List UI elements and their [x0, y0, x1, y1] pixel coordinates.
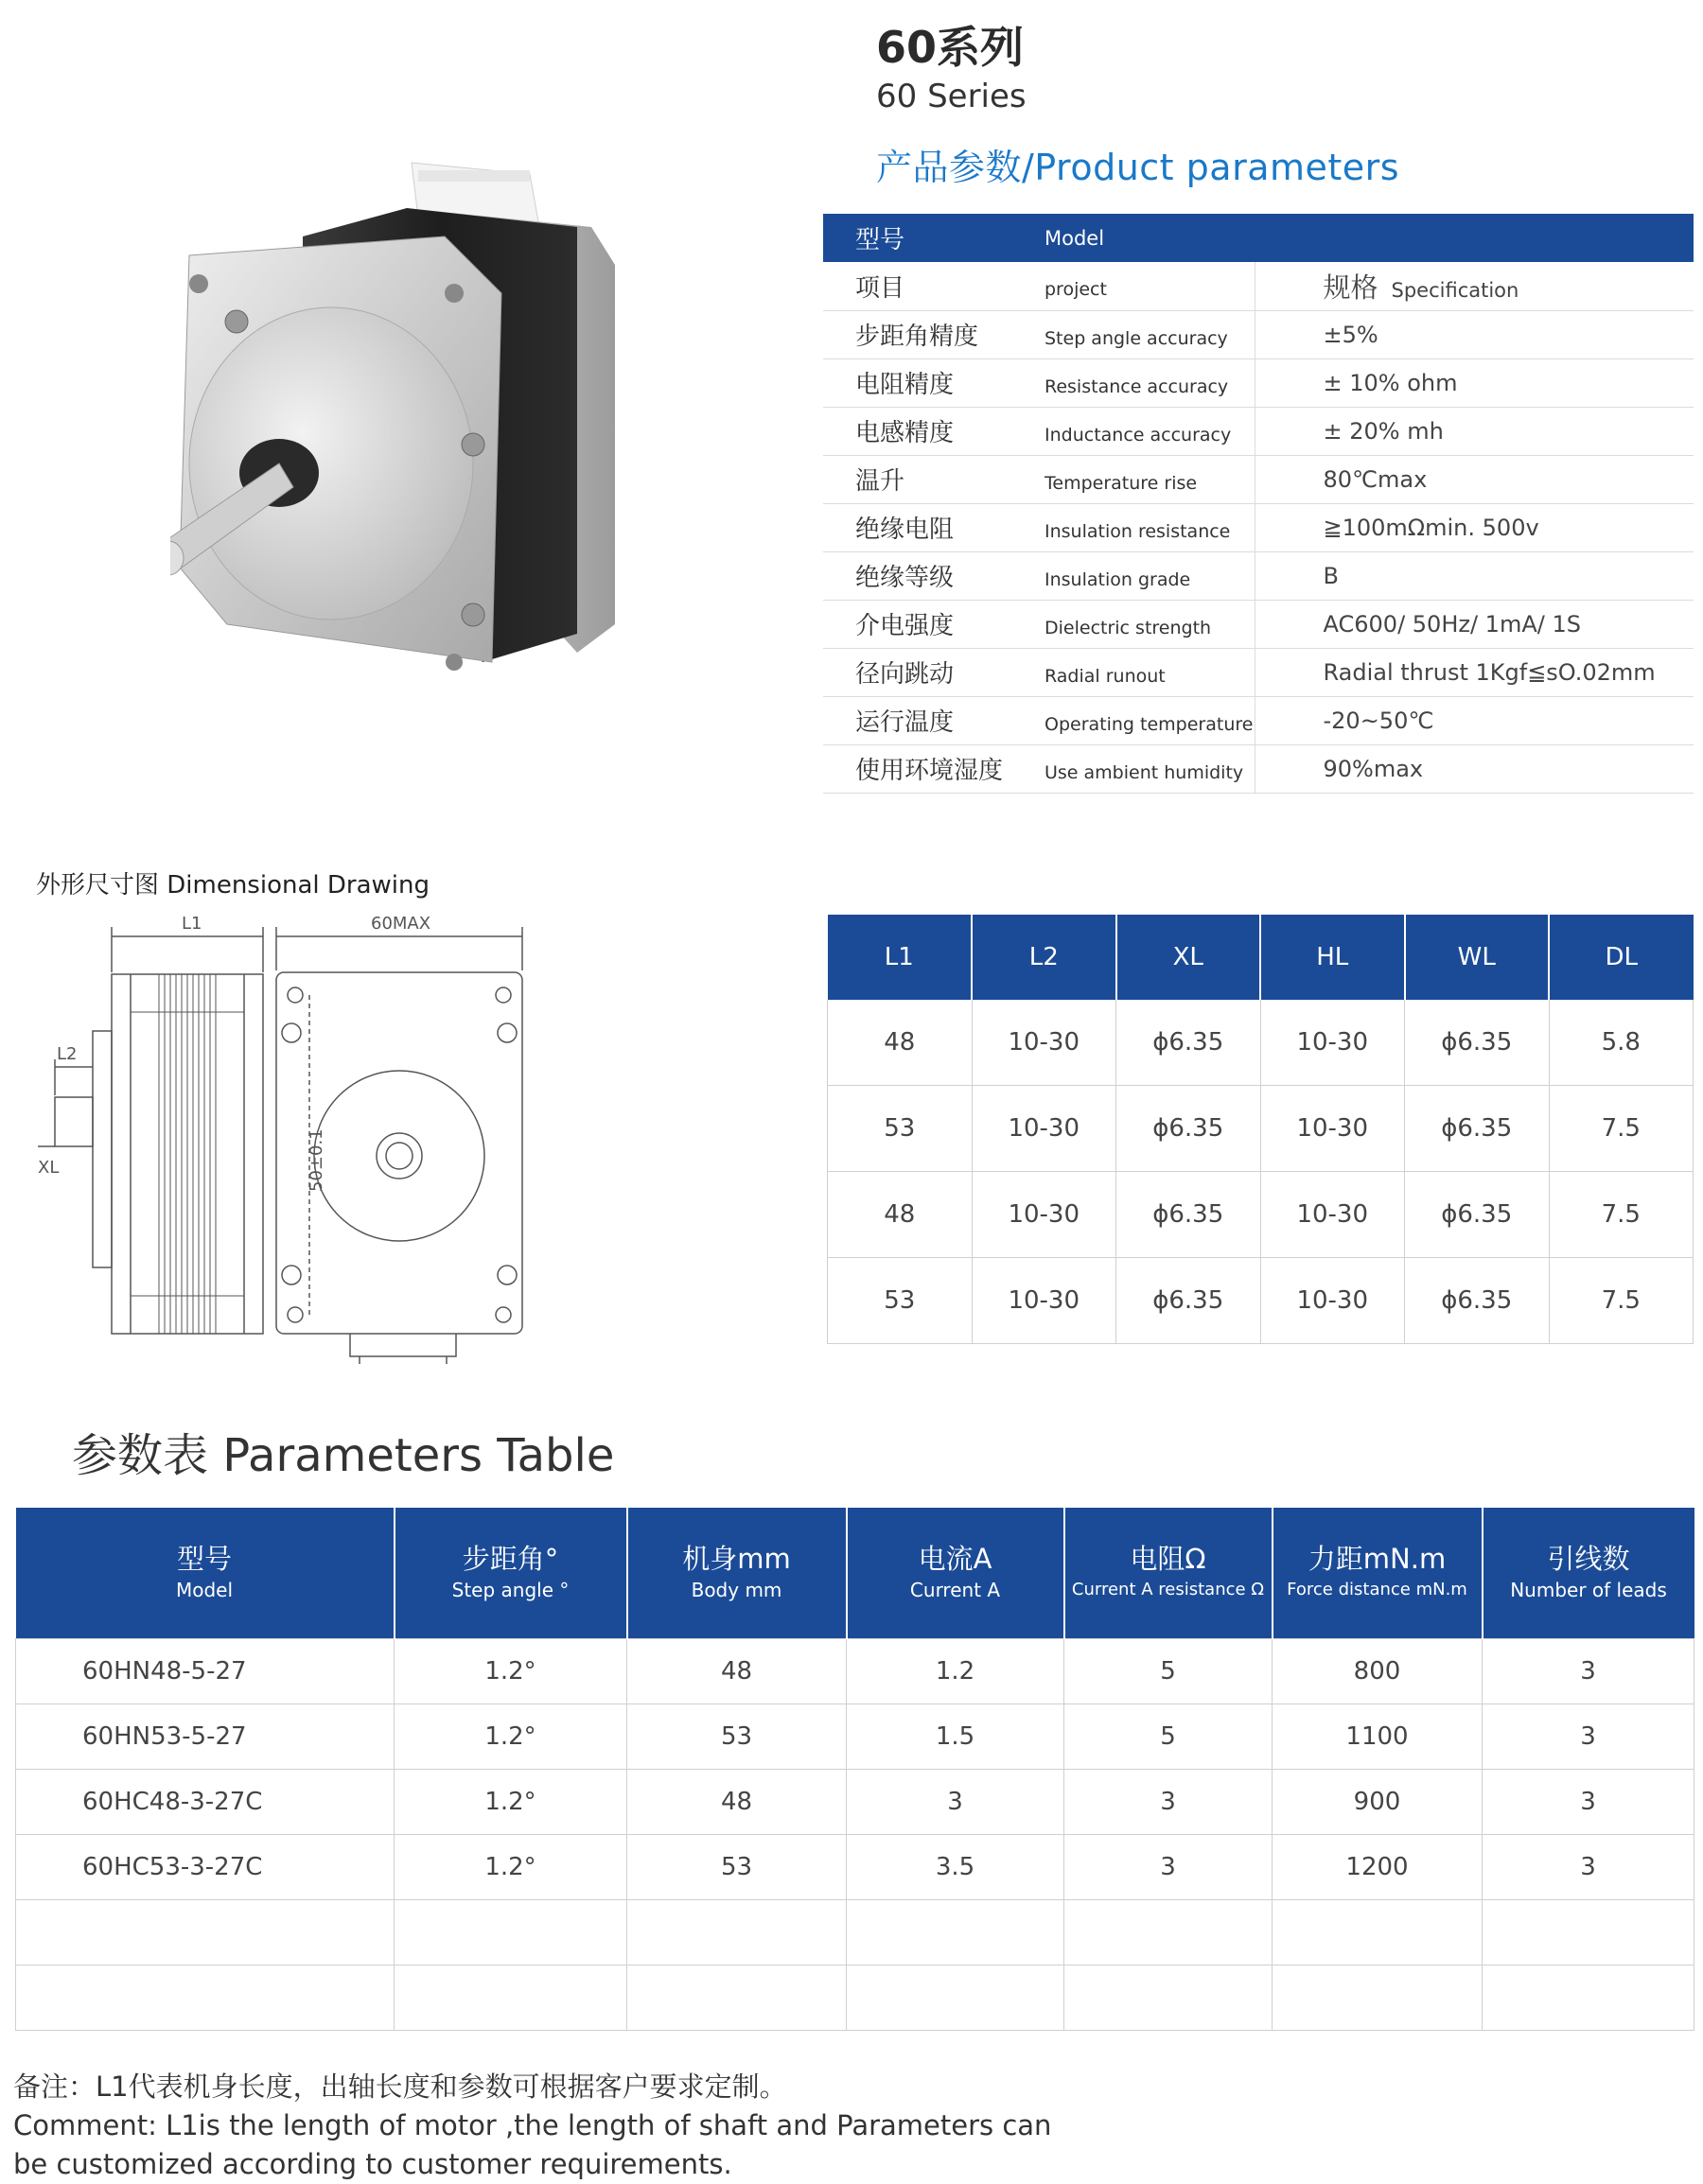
dims-cell: ɸ6.35 [1116, 1258, 1261, 1344]
spec-row-label-cn: 径向跳动 [823, 648, 1045, 696]
params-row [16, 1770, 1694, 1835]
params-col-resistance: 电阻Ω Current A resistance Ω [1064, 1508, 1273, 1639]
spec-column-row [823, 262, 1694, 310]
params-cell: 1.2° [395, 1704, 627, 1770]
params-cell: 3 [1483, 1835, 1694, 1900]
spec-row-value: ±5% [1255, 310, 1694, 358]
spec-row [823, 503, 1694, 551]
spec-row-label-en: Dielectric strength [1045, 600, 1255, 648]
dims-cell: ɸ6.35 [1405, 1172, 1550, 1258]
params-cell: 53 [627, 1835, 847, 1900]
drawing-label-xl: XL [38, 1158, 60, 1178]
params-cell: 1.2° [395, 1835, 627, 1900]
dims-cell: ɸ6.35 [1116, 1000, 1261, 1086]
spec-row-value: 90%max [1255, 744, 1694, 793]
params-cell: 1200 [1273, 1835, 1483, 1900]
spec-row-value: B [1255, 551, 1694, 600]
params-cell: 1.2° [395, 1639, 627, 1704]
spec-row-value: -20~50℃ [1255, 696, 1694, 744]
spec-header-cn: 型号 [823, 214, 1045, 262]
params-cell: 800 [1273, 1639, 1483, 1704]
params-cell: 3 [847, 1770, 1064, 1835]
parameters-table-title: 参数表 Parameters Table [72, 1429, 615, 1482]
dims-cell: 7.5 [1549, 1258, 1694, 1344]
params-col-model: 型号 Model [16, 1508, 395, 1639]
dims-cell: 10-30 [972, 1086, 1116, 1172]
params-col-current: 电流A Current A [847, 1508, 1064, 1639]
params-cell: 1.2° [395, 1770, 627, 1835]
spec-row-label-en: Resistance accuracy [1045, 358, 1255, 407]
params-cell: 1.5 [847, 1704, 1064, 1770]
dims-cell: ɸ6.35 [1405, 1000, 1550, 1086]
spec-row-label-en: Step angle accuracy [1045, 310, 1255, 358]
dims-col-wl: WL [1405, 915, 1550, 1000]
dims-col-dl: DL [1549, 915, 1694, 1000]
spec-row [823, 696, 1694, 744]
spec-row [823, 600, 1694, 648]
params-header-row [16, 1508, 1694, 1639]
spec-row-label-en: Use ambient humidity [1045, 744, 1255, 793]
spec-row-label-cn: 运行温度 [823, 696, 1045, 744]
params-col-body: 机身mm Body mm [627, 1508, 847, 1639]
dimensional-drawing-title: 外形尺寸图 Dimensional Drawing [36, 871, 430, 900]
dims-col-xl: XL [1116, 915, 1261, 1000]
spec-col-item-cn: 项目 [823, 262, 1045, 310]
drawing-label-l2: L2 [57, 1044, 78, 1064]
spec-row [823, 358, 1694, 407]
params-col-leads: 引线数 Number of leads [1483, 1508, 1694, 1639]
params-cell: 3 [1064, 1770, 1273, 1835]
spec-row-value: Radial thrust 1Kgf≦sO.02mm [1255, 648, 1694, 696]
params-row-empty [16, 1966, 1694, 2031]
dims-row [828, 1172, 1694, 1258]
dims-cell: 10-30 [972, 1000, 1116, 1086]
dims-header-row [828, 915, 1694, 1000]
spec-col-item-en: project [1045, 262, 1255, 310]
dims-cell: ɸ6.35 [1116, 1172, 1261, 1258]
spec-row-value: ≧100mΩmin. 500v [1255, 503, 1694, 551]
params-cell: 5 [1064, 1704, 1273, 1770]
params-cell: 53 [627, 1704, 847, 1770]
spec-header-en: Model [1045, 214, 1255, 262]
dimensional-drawing [38, 908, 738, 1372]
params-cell-model: 60HN48-5-27 [16, 1639, 395, 1704]
product-parameters-heading: 产品参数/Product parameters [876, 147, 1400, 188]
dims-cell: 7.5 [1549, 1172, 1694, 1258]
dims-cell: 10-30 [972, 1258, 1116, 1344]
spec-row [823, 744, 1694, 793]
params-cell: 5 [1064, 1639, 1273, 1704]
dims-cell: 5.8 [1549, 1000, 1694, 1086]
params-cell-model: 60HN53-5-27 [16, 1704, 395, 1770]
stepper-motor-image [170, 151, 662, 681]
dims-cell: 10-30 [1260, 1000, 1405, 1086]
spec-row-label-en: Radial runout [1045, 648, 1255, 696]
params-row [16, 1835, 1694, 1900]
spec-row-value: ± 10% ohm [1255, 358, 1694, 407]
dims-cell: ɸ6.35 [1405, 1258, 1550, 1344]
dims-col-hl: HL [1260, 915, 1405, 1000]
spec-row-label-cn: 绝缘等级 [823, 551, 1045, 600]
series-title-en: 60 Series [876, 78, 1027, 115]
spec-row-label-cn: 介电强度 [823, 600, 1045, 648]
dims-row [828, 1000, 1694, 1086]
spec-row-value: 80℃max [1255, 455, 1694, 503]
spec-row-label-cn: 温升 [823, 455, 1045, 503]
spec-col-spec-en: Specification [1391, 278, 1519, 302]
spec-row-label-en: Insulation resistance [1045, 503, 1255, 551]
dims-cell: 10-30 [1260, 1172, 1405, 1258]
drawing-label-hole-spacing: 50±0.1 [307, 1128, 326, 1192]
params-cell: 900 [1273, 1770, 1483, 1835]
params-row [16, 1639, 1694, 1704]
dims-row [828, 1086, 1694, 1172]
spec-row-value: AC600/ 50Hz/ 1mA/ 1S [1255, 600, 1694, 648]
drawing-label-l1: L1 [182, 914, 202, 934]
dimensions-table [827, 915, 1694, 1344]
dims-cell: 48 [828, 1000, 973, 1086]
footnote [13, 2068, 1243, 2184]
dims-cell: ɸ6.35 [1116, 1086, 1261, 1172]
footnote-cn: 备注：L1代表机身长度，出轴长度和参数可根据客户要求定制。 [13, 2070, 787, 2103]
params-col-step-angle: 步距角° Step angle ° [395, 1508, 627, 1639]
dims-cell: 53 [828, 1258, 973, 1344]
spec-row-value: ± 20% mh [1255, 407, 1694, 455]
params-cell-model: 60HC48-3-27C [16, 1770, 395, 1835]
spec-row [823, 648, 1694, 696]
spec-header-row [823, 214, 1694, 262]
spec-row-label-en: Inductance accuracy [1045, 407, 1255, 455]
params-cell: 48 [627, 1770, 847, 1835]
spec-row-label-en: Operating temperature [1045, 696, 1255, 744]
params-cell: 3 [1483, 1704, 1694, 1770]
params-cell: 3 [1064, 1835, 1273, 1900]
parameters-table [15, 1508, 1694, 2031]
dims-cell: 10-30 [1260, 1086, 1405, 1172]
spec-col-spec-cn: 规格 [1323, 271, 1378, 304]
params-row [16, 1704, 1694, 1770]
dims-cell: ɸ6.35 [1405, 1086, 1550, 1172]
params-cell: 3.5 [847, 1835, 1064, 1900]
spec-row [823, 551, 1694, 600]
spec-row [823, 310, 1694, 358]
params-cell: 1.2 [847, 1639, 1064, 1704]
spec-row-label-en: Temperature rise [1045, 455, 1255, 503]
spec-table [823, 214, 1694, 794]
dims-col-l1: L1 [828, 915, 973, 1000]
params-col-torque: 力距mN.m Force distance mN.m [1273, 1508, 1483, 1639]
params-row-empty [16, 1900, 1694, 1966]
drawing-label-60max: 60MAX [371, 914, 431, 934]
params-cell: 1100 [1273, 1704, 1483, 1770]
series-title-cn: 60系列 [876, 22, 1025, 73]
spec-row [823, 455, 1694, 503]
spec-row-label-en: Insulation grade [1045, 551, 1255, 600]
spec-row-label-cn: 步距角精度 [823, 310, 1045, 358]
spec-row-label-cn: 绝缘电阻 [823, 503, 1045, 551]
dims-cell: 7.5 [1549, 1086, 1694, 1172]
footnote-en: Comment: L1is the length of motor ,the length of shaft and Parameters can be customized according to customer requirements. [13, 2109, 1052, 2180]
dims-col-l2: L2 [972, 915, 1116, 1000]
dims-row [828, 1258, 1694, 1344]
params-cell: 3 [1483, 1639, 1694, 1704]
params-cell: 48 [627, 1639, 847, 1704]
dims-cell: 10-30 [972, 1172, 1116, 1258]
dims-cell: 53 [828, 1086, 973, 1172]
dims-cell: 48 [828, 1172, 973, 1258]
spec-row-label-cn: 使用环境湿度 [823, 744, 1045, 793]
params-cell-model: 60HC53-3-27C [16, 1835, 395, 1900]
params-cell: 3 [1483, 1770, 1694, 1835]
dims-cell: 10-30 [1260, 1258, 1405, 1344]
spec-row [823, 407, 1694, 455]
spec-row-label-cn: 电感精度 [823, 407, 1045, 455]
spec-row-label-cn: 电阻精度 [823, 358, 1045, 407]
